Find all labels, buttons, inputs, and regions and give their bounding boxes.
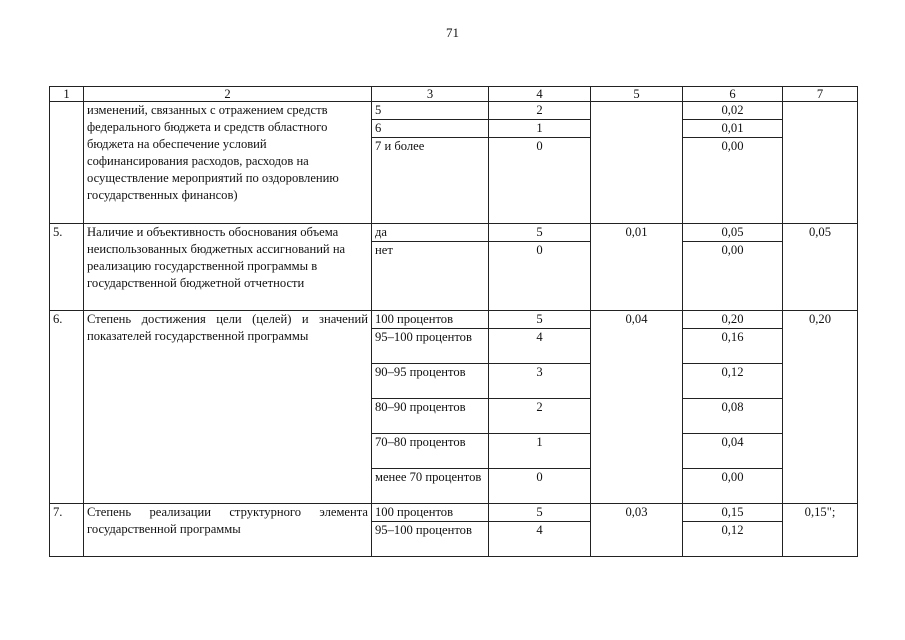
option-label: 7 и более [372, 138, 489, 224]
criterion-total: 0,05 [783, 224, 858, 311]
criterion-weight: 0,01 [591, 224, 683, 311]
option-score: 1 [489, 120, 591, 138]
option-value: 0,00 [683, 469, 783, 504]
option-label: 95–100 процентов [372, 522, 489, 557]
page-number: 71 [446, 25, 459, 40]
header-cell-3: 3 [372, 87, 489, 102]
row-number: 7. [50, 504, 84, 557]
option-score: 4 [489, 329, 591, 364]
header-cell-2: 2 [84, 87, 372, 102]
option-score: 4 [489, 522, 591, 557]
criterion-cell [84, 102, 372, 224]
option-value: 0,00 [683, 138, 783, 224]
criterion-text: Наличие и объективность обоснования объема неиспользованных бюджетных ассигнований на реализацию государственной программы в государственной бюджетной отчетности [87, 225, 346, 290]
option-label: 95–100 процентов [372, 329, 489, 364]
option-label: 100 процентов [372, 311, 489, 329]
option-value: 0,12 [683, 522, 783, 557]
row-number: 5. [50, 224, 84, 311]
option-value: 0,04 [683, 434, 783, 469]
criterion-cell [84, 311, 372, 504]
table-row [50, 504, 858, 522]
option-value: 0,02 [683, 102, 783, 120]
table-header-row [50, 87, 858, 102]
option-label: 80–90 процентов [372, 399, 489, 434]
row-number [50, 102, 84, 224]
table-row [50, 102, 858, 120]
header-cell-7: 7 [783, 87, 858, 102]
table-row [50, 311, 858, 329]
option-value: 0,08 [683, 399, 783, 434]
option-value: 0,20 [683, 311, 783, 329]
criterion-total: 0,20 [783, 311, 858, 504]
header-cell-6: 6 [683, 87, 783, 102]
row-number: 6. [50, 311, 84, 504]
option-score: 2 [489, 102, 591, 120]
option-label: да [372, 224, 489, 242]
option-score: 1 [489, 434, 591, 469]
criterion-weight: 0,04 [591, 311, 683, 504]
header-cell-5: 5 [591, 87, 683, 102]
option-score: 3 [489, 364, 591, 399]
criterion-text: изменений, связанных с отражением средств федерального бюджета и средств областного бюджета на обеспечение условий софинансирования расходов, расходов на осуществление мероприятий по оздоровлению государственных финансов) [87, 103, 339, 202]
option-label: 5 [372, 102, 489, 120]
option-label: 70–80 процентов [372, 434, 489, 469]
criterion-text: Степень реализации структурного элемента государственной программы [87, 505, 368, 536]
criterion-weight: 0,03 [591, 504, 683, 557]
option-score: 0 [489, 138, 591, 224]
criterion-cell [84, 504, 372, 557]
criteria-table [49, 86, 858, 557]
option-label: 100 процентов [372, 504, 489, 522]
criterion-total: 0,15"; [783, 504, 858, 557]
criterion-weight [591, 102, 683, 224]
criterion-text: Степень достижения цели (целей) и значений показателей государственной программы [87, 312, 368, 343]
table-row [50, 224, 858, 242]
criterion-cell [84, 224, 372, 311]
option-value: 0,00 [683, 242, 783, 311]
option-value: 0,15 [683, 504, 783, 522]
option-value: 0,12 [683, 364, 783, 399]
option-value: 0,01 [683, 120, 783, 138]
option-score: 5 [489, 311, 591, 329]
option-value: 0,05 [683, 224, 783, 242]
option-score: 2 [489, 399, 591, 434]
option-score: 5 [489, 504, 591, 522]
option-score: 0 [489, 242, 591, 311]
criterion-total [783, 102, 858, 224]
option-value: 0,16 [683, 329, 783, 364]
option-label: менее 70 процентов [372, 469, 489, 504]
header-cell-1: 1 [50, 87, 84, 102]
header-cell-4: 4 [489, 87, 591, 102]
option-label: нет [372, 242, 489, 311]
option-score: 0 [489, 469, 591, 504]
option-label: 90–95 процентов [372, 364, 489, 399]
option-score: 5 [489, 224, 591, 242]
option-label: 6 [372, 120, 489, 138]
